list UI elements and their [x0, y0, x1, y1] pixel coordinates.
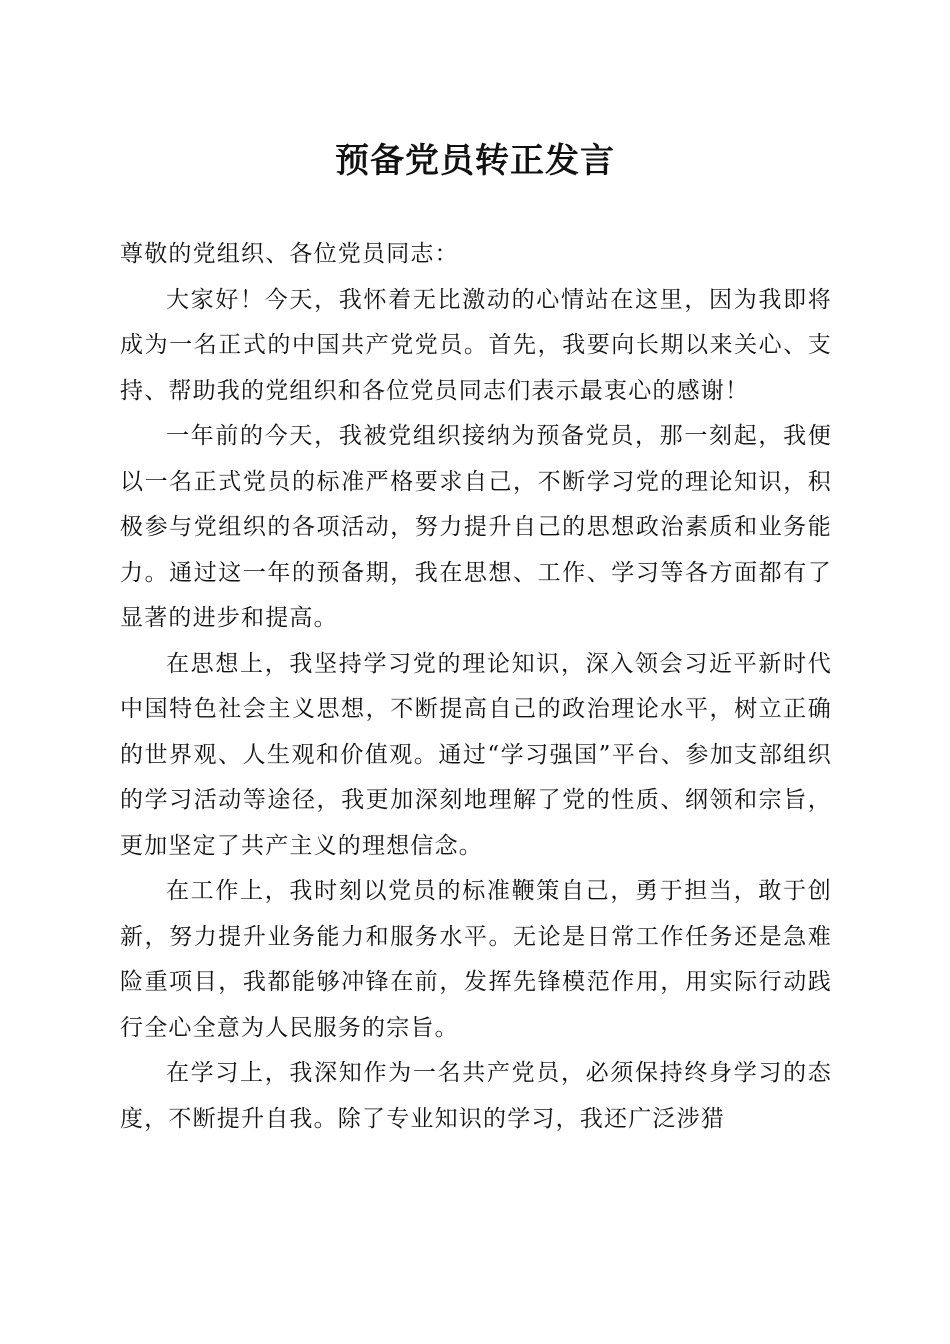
document-title: 预备党员转正发言	[335, 141, 615, 181]
paragraph-ideology: 在思想上，我坚持学习党的理论知识，深入领会习近平新时代中国特色社会主义思想，不断提高自己的政治理论水平，树立正确的世界观、人生观和价值观。通过“学习强国”平台、参加支部组织的学习活动等途径，我更加深刻地理解了党的性质、纲领和宗旨，更加坚定了共产主义的理想信念。	[120, 650, 832, 859]
paragraph-work: 在工作上，我时刻以党员的标准鞭策自己，勇于担当，敢于创新，努力提升业务能力和服务水平。无论是日常工作任务还是急难险重项目，我都能够冲锋在前，发挥先锋模范作用，用实际行动践行全心全意为人民服务的宗旨。	[120, 878, 832, 1041]
paragraph-study: 在学习上，我深知作为一名共产党员，必须保持终身学习的态度，不断提升自我。除了专业知识的学习，我还广泛涉猎	[120, 1060, 832, 1132]
paragraph-greeting: 大家好！今天，我怀着无比激动的心情站在这里，因为我即将成为一名正式的中国共产党党员。首先，我要向长期以来关心、支持、帮助我的党组织和各位党员同志们表示最衷心的感谢！	[120, 286, 832, 404]
document-body	[120, 232, 832, 1142]
salutation: 尊敬的党组织、各位党员同志：	[120, 241, 459, 267]
paragraph-probation-review: 一年前的今天，我被党组织接纳为预备党员，那一刻起，我便以一名正式党员的标准严格要求自己，不断学习党的理论知识，积极参与党组织的各项活动，努力提升自己的思想政治素质和业务能力。通过这一年的预备期，我在思想、工作、学习等各方面都有了显著的进步和提高。	[120, 423, 832, 631]
